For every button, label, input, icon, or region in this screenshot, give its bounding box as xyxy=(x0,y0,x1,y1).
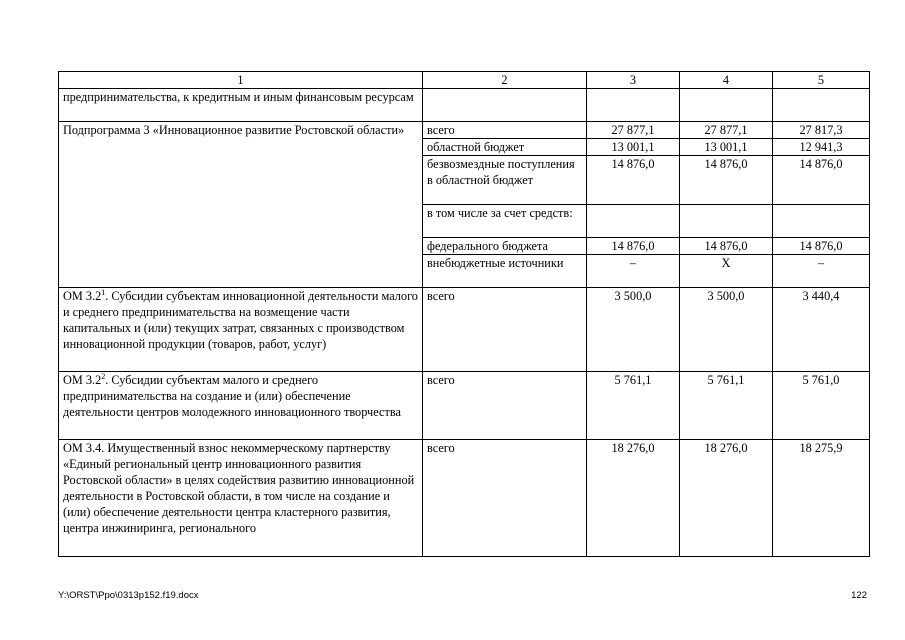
value-cell: 5 761,1 xyxy=(587,372,680,440)
header-cell: 1 xyxy=(59,72,423,89)
value-cell: Х xyxy=(680,255,773,288)
table-row xyxy=(59,372,870,440)
measure-code: ОМ 3.2 xyxy=(63,289,102,303)
measure-description xyxy=(59,372,423,440)
value-cell: 3 500,0 xyxy=(680,288,773,372)
funding-source: областной бюджет xyxy=(423,139,587,156)
value-cell: 14 876,0 xyxy=(680,238,773,255)
table-row xyxy=(59,122,870,139)
value-cell: 14 876,0 xyxy=(773,238,870,255)
measure-code: ОМ 3.2 xyxy=(63,373,102,387)
value-cell xyxy=(680,89,773,122)
funding-source: всего xyxy=(423,440,587,557)
value-cell: 18 276,0 xyxy=(587,440,680,557)
funding-source: безвозмездные поступления в областной бюджет xyxy=(423,156,587,205)
table-header-row xyxy=(59,72,870,89)
measure-description: предпринимательства, к кредитным и иным финансовым ресурсам xyxy=(59,89,423,122)
funding-source: всего xyxy=(423,372,587,440)
value-cell: 13 001,1 xyxy=(680,139,773,156)
header-cell: 5 xyxy=(773,72,870,89)
measure-superscript: 1 xyxy=(101,287,106,297)
value-cell xyxy=(680,205,773,238)
value-cell: 14 876,0 xyxy=(680,156,773,205)
header-cell: 2 xyxy=(423,72,587,89)
value-cell: 27 877,1 xyxy=(680,122,773,139)
funding-source: всего xyxy=(423,288,587,372)
funding-source: внебюджетные источники xyxy=(423,255,587,288)
measure-superscript: 2 xyxy=(101,371,106,381)
header-cell: 4 xyxy=(680,72,773,89)
value-cell: 18 275,9 xyxy=(773,440,870,557)
table-row xyxy=(59,89,870,122)
value-cell: 3 500,0 xyxy=(587,288,680,372)
value-cell: 14 876,0 xyxy=(587,238,680,255)
value-cell: 27 877,1 xyxy=(587,122,680,139)
header-cell: 3 xyxy=(587,72,680,89)
measure-description: ОМ 3.4. Имущественный взнос некоммерческому партнерству «Единый региональный центр инновационного развития Ростовской области» в целях содействия развитию инновационной деятельности в Ростовской области, в том числе на создание и (или) обеспечение деятельности центра кластерного развития, центра инжиниринга, регионального xyxy=(59,440,423,557)
funding-source: в том числе за счет средств: xyxy=(423,205,587,238)
table-row xyxy=(59,288,870,372)
value-cell: 5 761,0 xyxy=(773,372,870,440)
value-cell: 12 941,3 xyxy=(773,139,870,156)
funding-source: всего xyxy=(423,122,587,139)
value-cell xyxy=(587,89,680,122)
file-path-footer: Y:\ORST\Ppo\0313p152.f19.docx xyxy=(58,590,199,601)
page-number: 122 xyxy=(851,590,867,601)
budget-table xyxy=(58,71,870,557)
value-cell: 3 440,4 xyxy=(773,288,870,372)
funding-source xyxy=(423,89,587,122)
value-cell: 27 817,3 xyxy=(773,122,870,139)
value-cell: 14 876,0 xyxy=(587,156,680,205)
measure-text: . Субсидии субъектам малого и среднего предпринимательства на создание и (или) обеспечение деятельности центров молодежного инновационного творчества xyxy=(63,373,401,419)
value-cell: 5 761,1 xyxy=(680,372,773,440)
value-cell: 14 876,0 xyxy=(773,156,870,205)
funding-source: федерального бюджета xyxy=(423,238,587,255)
value-cell: 13 001,1 xyxy=(587,139,680,156)
value-cell: – xyxy=(587,255,680,288)
value-cell xyxy=(587,205,680,238)
value-cell xyxy=(773,89,870,122)
measure-text: . Субсидии субъектам инновационной деятельности малого и среднего предпринимательства на возмещение части капитальных и (или) текущих затрат, связанных с производством инновационной продукции (товаров, работ, услуг) xyxy=(63,289,418,351)
table-row xyxy=(59,440,870,557)
measure-description xyxy=(59,288,423,372)
value-cell xyxy=(773,205,870,238)
value-cell: 18 276,0 xyxy=(680,440,773,557)
subprogram-title: Подпрограмма 3 «Инновационное развитие Ростовской области» xyxy=(59,122,423,288)
value-cell: – xyxy=(773,255,870,288)
